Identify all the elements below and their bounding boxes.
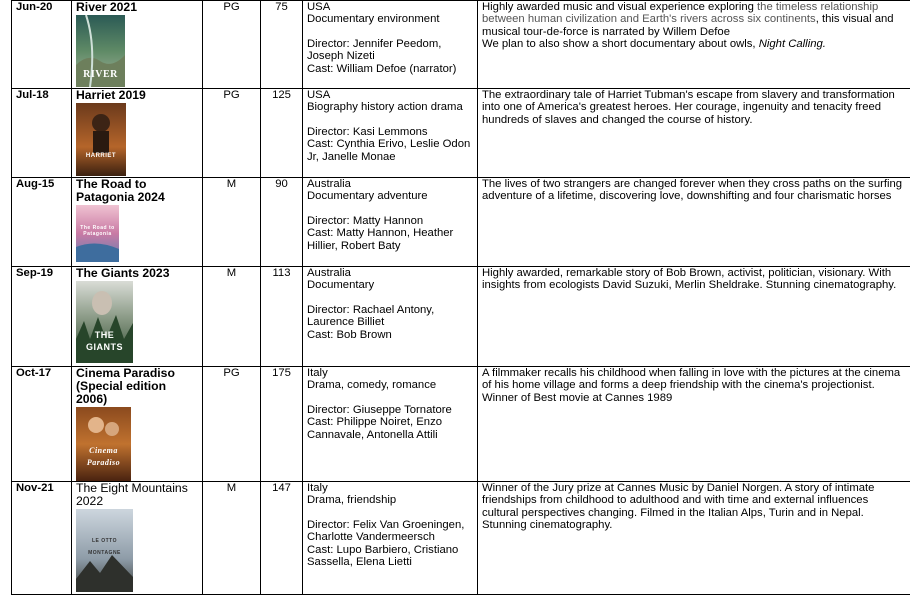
country: USA xyxy=(307,89,331,101)
poster-title: RIVER xyxy=(83,68,118,80)
film-poster xyxy=(76,15,125,87)
director: Director: Jennifer Peedom, Joseph Nizeti xyxy=(307,37,442,63)
rating: M xyxy=(203,178,261,267)
film-description: Highly awarded, remarkable story of Bob Brown, activist, politician, visionary. With insights from ecologists David Suzuki, Merlin Sheldrake. Stunning cinematography. xyxy=(478,267,910,367)
screening-date: Aug-15 xyxy=(12,178,72,267)
table-row xyxy=(12,267,910,367)
poster-title: HARRIET xyxy=(85,152,117,159)
runtime-minutes: 90 xyxy=(261,178,303,267)
film-description: A filmmaker recalls his childhood when falling in love with the pictures at the cinema of his home village and forms a deep friendship with the cinema's projectionist. Winner of Best movie at Cannes 1989 xyxy=(478,367,910,482)
runtime-minutes: 113 xyxy=(261,267,303,367)
film-program-table xyxy=(11,0,910,595)
film-details xyxy=(303,482,478,595)
cast: Cast: Philippe Noiret, Enzo Cannavale, Antonella Attili xyxy=(307,416,443,441)
runtime-minutes: 75 xyxy=(261,1,303,89)
table-row xyxy=(12,482,910,595)
film-title: Harriet 2019 xyxy=(76,88,146,102)
film-details xyxy=(303,367,478,482)
film-poster xyxy=(76,205,119,262)
film-details xyxy=(303,89,478,178)
screening-date: Jul-18 xyxy=(12,89,72,178)
country: USA xyxy=(307,1,331,13)
rating: M xyxy=(203,267,261,367)
screening-date: Oct-17 xyxy=(12,367,72,482)
poster-title: LE OTTO MONTAGNE xyxy=(88,538,121,557)
screening-date: Sep-19 xyxy=(12,267,72,367)
runtime-minutes: 125 xyxy=(261,89,303,178)
genre: Drama, comedy, romance xyxy=(307,379,437,392)
rating: PG xyxy=(203,89,261,178)
film-details xyxy=(303,178,478,267)
film-poster xyxy=(76,103,126,176)
country: Australia xyxy=(307,267,351,279)
genre: Documentary environment xyxy=(307,13,440,26)
genre: Drama, friendship xyxy=(307,494,397,507)
genre: Documentary xyxy=(307,279,375,292)
table-row xyxy=(12,89,910,178)
table-row xyxy=(12,178,910,267)
director: Director: Felix Van Groeningen, Charlotte Vandermeersch xyxy=(307,518,465,544)
rating: PG xyxy=(203,367,261,482)
director: Director: Kasi Lemmons xyxy=(307,125,428,138)
film-title: Cinema Paradiso (Special edition 2006) xyxy=(76,366,175,406)
film-poster xyxy=(76,509,133,592)
genre: Biography history action drama xyxy=(307,101,463,114)
country: Australia xyxy=(307,178,351,190)
poster-title: The Road to Patagonia xyxy=(80,225,115,237)
rating: M xyxy=(203,482,261,595)
cast: Cast: Bob Brown xyxy=(307,328,392,341)
film-title: The Eight Mountains 2022 xyxy=(76,481,188,508)
film-poster xyxy=(76,407,131,481)
film-title: The Giants 2023 xyxy=(76,266,170,280)
director: Director: Matty Hannon xyxy=(307,214,424,227)
director: Director: Rachael Antony, Laurence Billiet xyxy=(307,303,435,329)
director: Director: Giuseppe Tornatore xyxy=(307,403,452,416)
runtime-minutes: 175 xyxy=(261,367,303,482)
film-title: River 2021 xyxy=(76,0,137,14)
film-description: Highly awarded music and visual experience exploring the timeless relationship between human civilization and Earth's rivers across six continents, this visual and musical tour-de-force is narrated by Willem Defoe We plan to also show a short documentary about owls, Night Calling. xyxy=(478,1,910,89)
cast: Cast: Cynthia Erivo, Leslie Odon Jr, Janelle Monae xyxy=(307,138,471,163)
table-row xyxy=(12,1,910,89)
country: Italy xyxy=(307,367,328,379)
film-details xyxy=(303,267,478,367)
film-title: The Road to Patagonia 2024 xyxy=(76,177,165,204)
screening-date: Jun-20 xyxy=(12,1,72,89)
rating: PG xyxy=(203,1,261,89)
film-description: The extraordinary tale of Harriet Tubman's escape from slavery and transformation into one of America's greatest heroes. Her courage, ingenuity and tenacity freed hundreds of slaves and changed the course of history. xyxy=(478,89,910,178)
runtime-minutes: 147 xyxy=(261,482,303,595)
poster-title: Cinema Paradiso xyxy=(86,446,121,468)
cast: Cast: Lupo Barbiero, Cristiano Sassella, Elena Lietti xyxy=(307,543,459,569)
screening-date: Nov-21 xyxy=(12,482,72,595)
genre: Documentary adventure xyxy=(307,190,428,203)
cast: Cast: William Defoe (narrator) xyxy=(307,62,457,75)
poster-title: THE GIANTS xyxy=(85,330,123,353)
film-poster xyxy=(76,281,133,363)
table-row xyxy=(12,367,910,482)
country: Italy xyxy=(307,482,328,494)
film-description: Winner of the Jury prize at Cannes Music by Daniel Norgen. A story of intimate friendships from childhood to adulthood and with time and external influences cultural perspectives changing. Filmed in the Italian Alps, Turin and in Nepal. Stunning cinematography. xyxy=(478,482,910,595)
film-description: The lives of two strangers are changed forever when they cross paths on the surfing adventure of a lifetime, discovering love, downshifting and four charismatic horses xyxy=(478,178,910,267)
cast: Cast: Matty Hannon, Heather Hillier, Robert Baty xyxy=(307,227,454,252)
film-details xyxy=(303,1,478,89)
